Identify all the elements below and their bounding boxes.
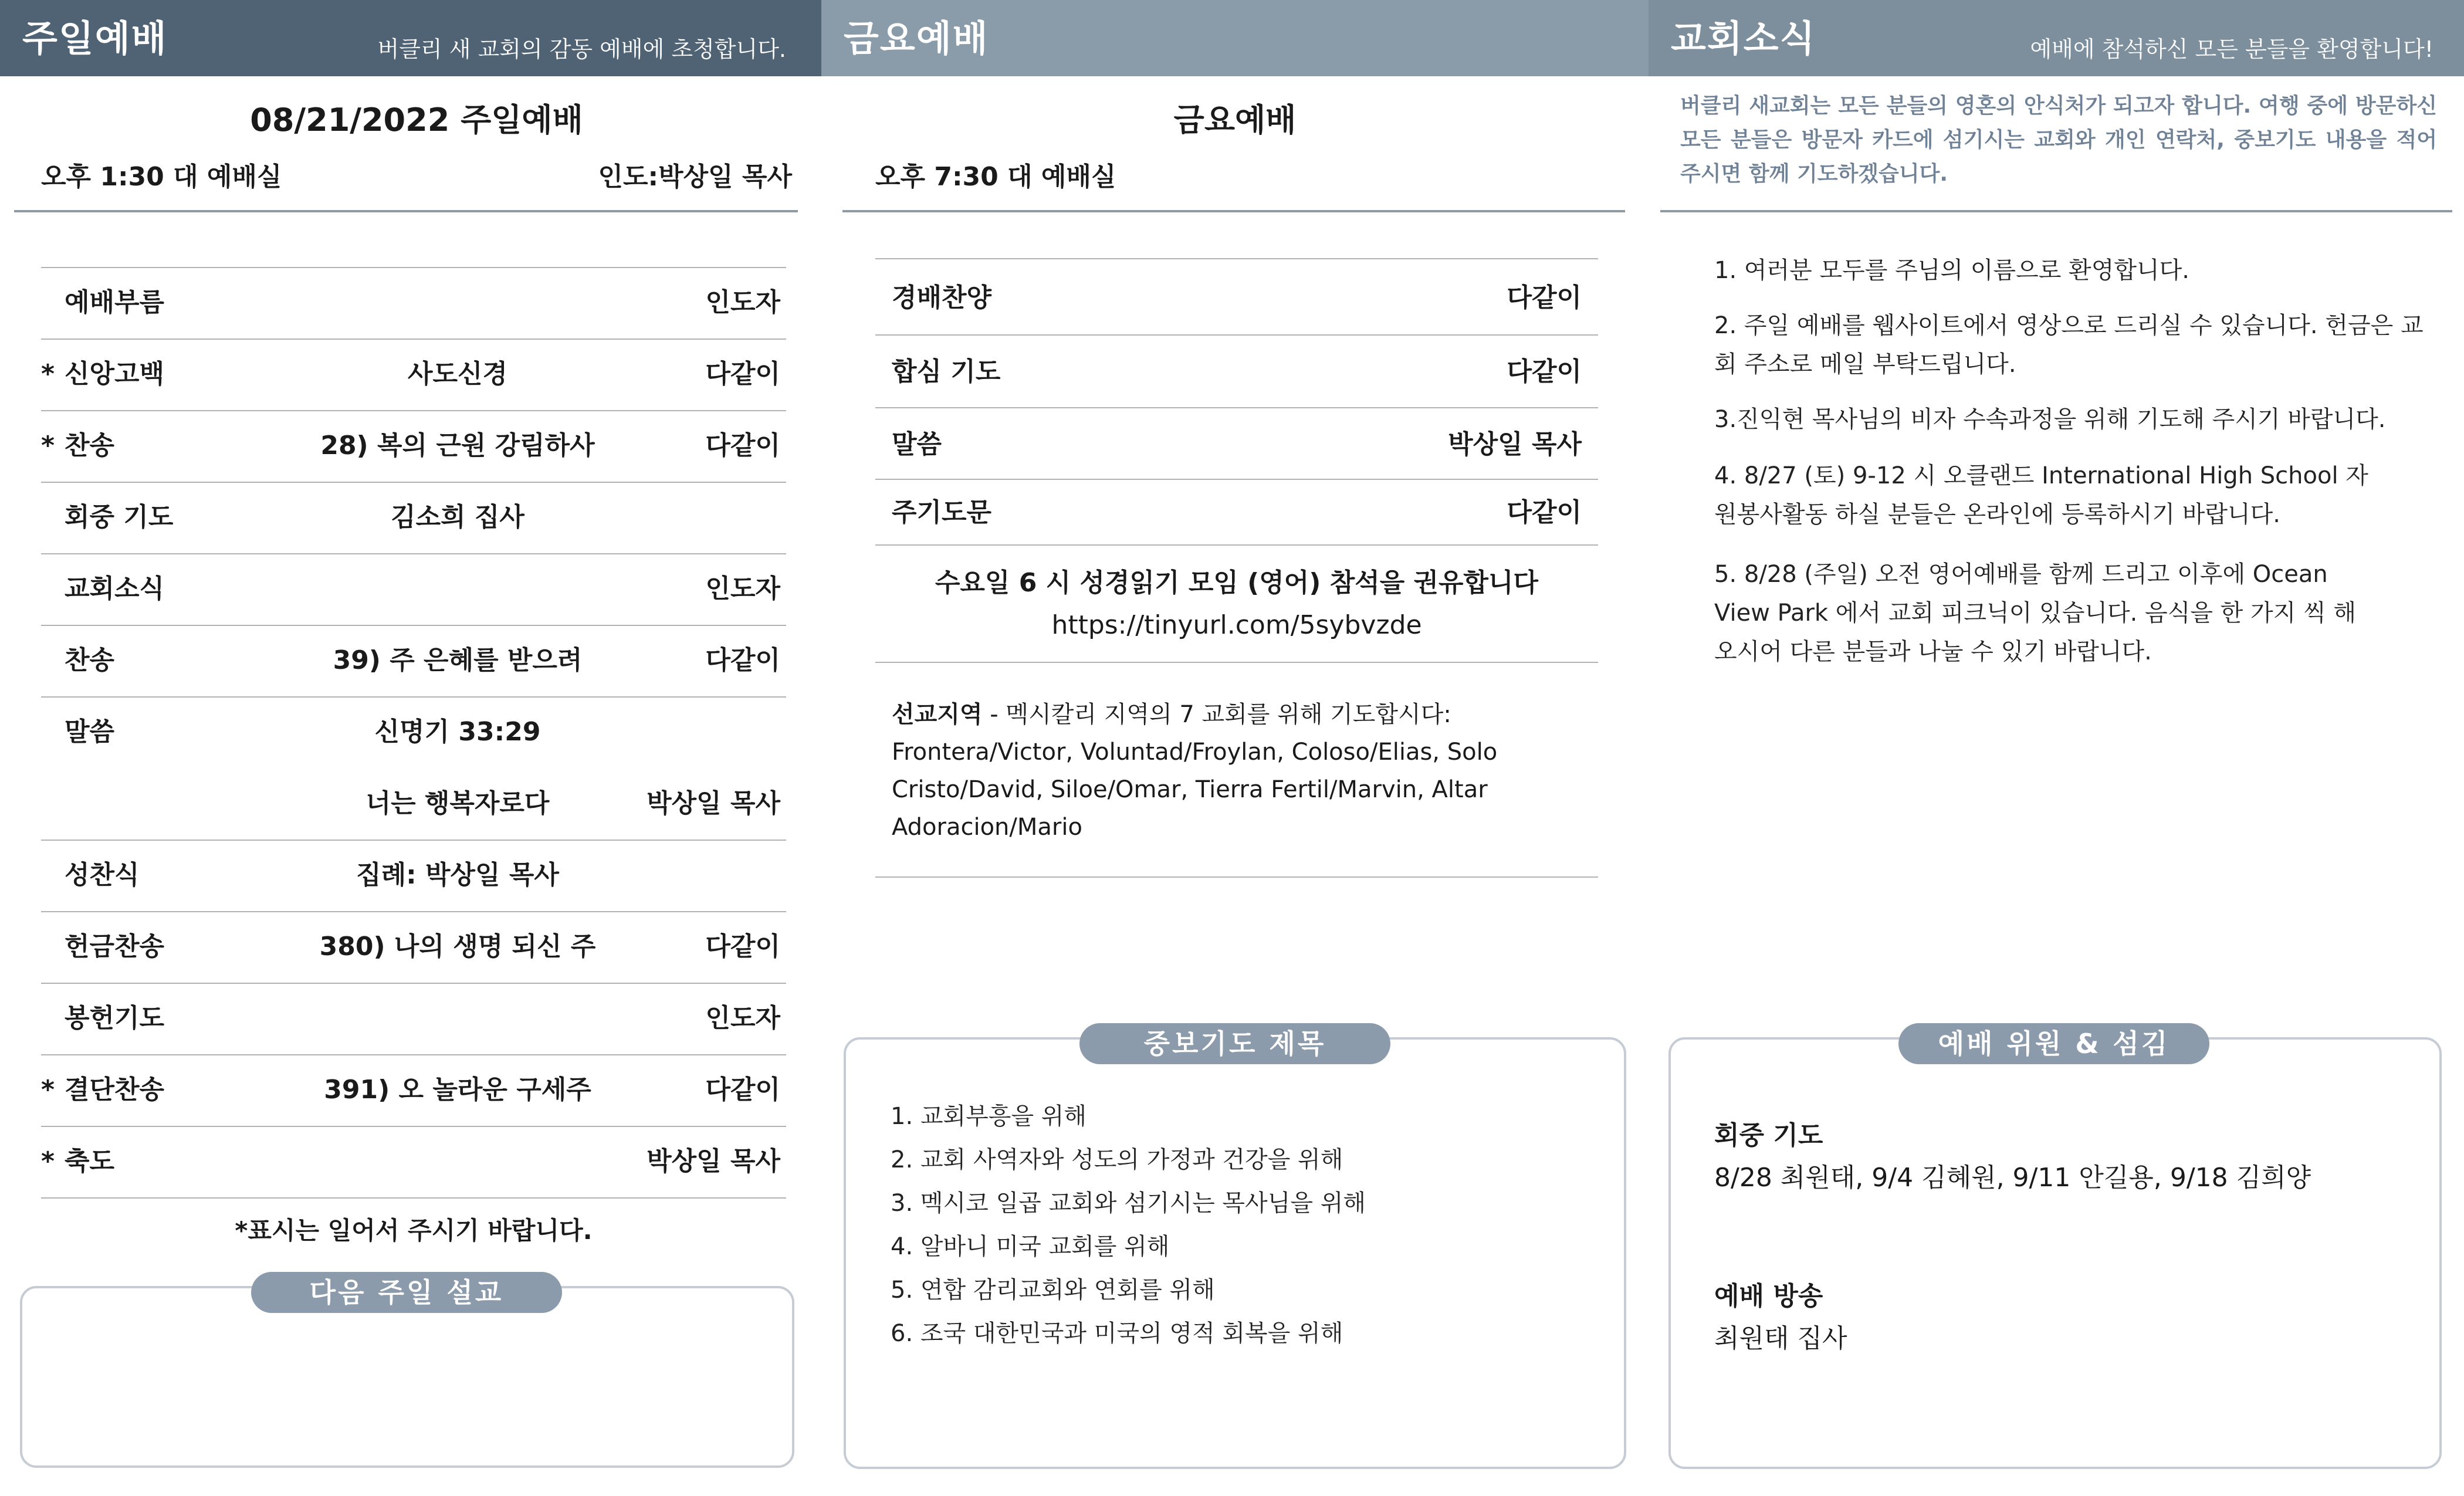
service-members-box bbox=[1668, 1037, 2442, 1469]
friday-service-panel bbox=[821, 0, 1649, 1496]
news-item: 2. 주일 예배를 웹사이트에서 영상으로 드리실 수 있습니다. 헌금은 교회 주소로 메일 부탁드립니다. bbox=[1714, 312, 2424, 378]
order-leader: 다같이 bbox=[705, 1075, 780, 1105]
mission-line: - 멕시칼리 지역의 7 교회를 위해 기도합시다: bbox=[982, 701, 1451, 728]
order-leader: 다같이 bbox=[705, 645, 780, 675]
order-leader: 다같이 bbox=[1507, 283, 1582, 313]
order-leader: 박상일 목사 bbox=[1448, 429, 1582, 459]
section-divider bbox=[875, 662, 1598, 663]
order-row bbox=[41, 422, 786, 469]
order-detail: 380) 나의 생명 되신 주 bbox=[319, 932, 596, 962]
order-row bbox=[41, 709, 786, 756]
order-divider bbox=[41, 696, 786, 698]
order-row bbox=[41, 566, 786, 612]
order-divider bbox=[41, 983, 786, 984]
order-label: 말씀 bbox=[65, 717, 115, 747]
standing-footnote: *표시는 일어서 주시기 바랍니다. bbox=[235, 1216, 593, 1245]
news-item: 4. 8/27 (토) 9-12 시 오클랜드 International High School 자원봉사활동 하실 분들은 온라인에 등록하시기 바랍니다. bbox=[1714, 462, 2368, 528]
welcome-note: 버클리 새교회는 모든 분들의 영혼의 안식처가 되고자 합니다. 여행 중에 방문하신 모든 분들은 방문자 카드에 섬기시는 교회와 개인 연락처, 중보기도 내용을 적어 주시면 함께 기도하겠습니다. bbox=[1680, 94, 2437, 186]
mission-line: Cristo/David, Siloe/Omar, Tierra Fertil/Marvin, Altar bbox=[892, 776, 1488, 803]
congregation-prayer-schedule: 8/28 최원태, 9/4 김혜원, 9/11 안길용, 9/18 김희양 bbox=[1714, 1163, 2311, 1193]
order-label: 찬송 bbox=[65, 645, 115, 675]
order-divider bbox=[41, 911, 786, 912]
mission-region bbox=[892, 696, 1451, 733]
order-divider bbox=[875, 258, 1598, 259]
news-item: 1. 여러분 모두를 주님의 이름으로 환영합니다. bbox=[1714, 257, 2189, 284]
order-row bbox=[875, 348, 1598, 395]
sunday-header-subtitle: 버클리 새 교회의 감동 예배에 초청합니다. bbox=[377, 36, 786, 62]
order-row bbox=[41, 995, 786, 1042]
order-detail: 391) 오 놀라운 구세주 bbox=[324, 1075, 591, 1105]
prayer-topic-item: 4. 알바니 미국 교회를 위해 bbox=[891, 1233, 1170, 1260]
bible-study-notice: 수요일 6 시 성경읽기 모임 (영어) 참석을 권유합니다 bbox=[935, 568, 1539, 598]
news-header-subtitle: 예배에 참석하신 모든 분들을 환영합니다! bbox=[2030, 36, 2433, 62]
news-header bbox=[1649, 0, 2464, 76]
order-detail: 39) 주 은혜를 받으려 bbox=[333, 645, 583, 675]
order-divider bbox=[41, 1197, 786, 1199]
order-detail: 신명기 33:29 bbox=[374, 717, 541, 747]
order-divider bbox=[41, 410, 786, 411]
order-divider bbox=[41, 482, 786, 483]
order-row bbox=[875, 275, 1598, 321]
standing-mark: * bbox=[41, 1146, 55, 1176]
order-label: 봉헌기도 bbox=[65, 1003, 165, 1033]
order-detail: 김소희 집사 bbox=[391, 502, 524, 532]
prayer-topic-item: 2. 교회 사역자와 성도의 가정과 건강을 위해 bbox=[891, 1146, 1343, 1173]
order-divider bbox=[875, 407, 1598, 408]
friday-header-rule bbox=[842, 210, 1625, 212]
news-item: 5. 8/28 (주일) 오전 영어예배를 함께 드리고 이후에 Ocean View Park 에서 교회 피크닉이 있습니다. 음식을 한 가지 씩 해 오시어 다른 분들과 나눌 수 있기 바랍니다. bbox=[1714, 561, 2357, 665]
order-detail: 집례: 박상일 목사 bbox=[356, 860, 559, 890]
prayer-topic-item: 3. 멕시코 일곱 교회와 섬기시는 목사님을 위해 bbox=[891, 1190, 1366, 1217]
prayer-topic-item: 1. 교회부흥을 위해 bbox=[891, 1103, 1087, 1130]
order-divider bbox=[41, 625, 786, 626]
friday-time-room: 오후 7:30 대 예배실 bbox=[875, 162, 1116, 192]
mission-line: Adoracion/Mario bbox=[892, 814, 1082, 841]
broadcast-label: 예배 방송 bbox=[1714, 1281, 1823, 1311]
prayer-topic-item: 5. 연합 감리교회와 연회를 위해 bbox=[891, 1277, 1215, 1304]
news-item: 3.진익현 목사님의 비자 수속과정을 위해 기도해 주시기 바랍니다. bbox=[1714, 406, 2386, 433]
sunday-leader: 인도:박상일 목사 bbox=[598, 162, 792, 192]
order-label: 교회소식 bbox=[65, 574, 165, 604]
order-divider bbox=[41, 840, 786, 841]
order-label: 예배부름 bbox=[65, 287, 165, 317]
order-label: 경배찬양 bbox=[892, 283, 992, 313]
order-label: 합심 기도 bbox=[892, 357, 1001, 387]
order-label: 회중 기도 bbox=[65, 502, 174, 532]
order-leader: 다같이 bbox=[1507, 497, 1582, 527]
standing-mark: * bbox=[41, 431, 55, 461]
order-leader: 박상일 목사 bbox=[647, 1146, 780, 1176]
order-leader: 다같이 bbox=[705, 359, 780, 389]
order-label: 축도 bbox=[65, 1146, 115, 1176]
next-week-sermon-title: 다음 주일 설교 bbox=[251, 1272, 562, 1313]
order-leader: 박상일 목사 bbox=[647, 788, 780, 818]
order-row bbox=[41, 923, 786, 970]
order-row bbox=[41, 852, 786, 899]
section-divider bbox=[875, 876, 1598, 878]
news-header-title: 교회소식 bbox=[1671, 17, 1816, 60]
friday-header-title: 금요예배 bbox=[844, 17, 989, 60]
order-leader: 다같이 bbox=[705, 932, 780, 962]
order-row bbox=[875, 421, 1598, 468]
order-detail: 사도신경 bbox=[407, 359, 507, 389]
friday-header bbox=[821, 0, 1649, 76]
order-leader: 인도자 bbox=[705, 1003, 780, 1033]
order-divider bbox=[875, 544, 1598, 546]
order-leader: 다같이 bbox=[1507, 357, 1582, 387]
order-divider bbox=[41, 267, 786, 268]
order-row bbox=[41, 1067, 786, 1113]
order-leader: 인도자 bbox=[705, 287, 780, 317]
next-week-sermon-box bbox=[20, 1286, 794, 1468]
standing-mark: * bbox=[41, 1075, 55, 1105]
prayer-topics-title: 중보기도 제목 bbox=[1079, 1023, 1390, 1064]
prayer-topic-item: 6. 조국 대한민국과 미국의 영적 회복을 위해 bbox=[891, 1320, 1343, 1347]
news-header-rule bbox=[1660, 210, 2452, 212]
bible-study-link[interactable]: https://tinyurl.com/5sybvzde bbox=[1051, 610, 1422, 640]
order-leader: 인도자 bbox=[705, 574, 780, 604]
order-row bbox=[41, 351, 786, 398]
order-row bbox=[41, 780, 786, 827]
order-label: 성찬식 bbox=[65, 860, 140, 890]
mission-label: 선교지역 bbox=[892, 701, 983, 728]
order-divider bbox=[41, 1054, 786, 1055]
standing-mark: * bbox=[41, 359, 55, 389]
sunday-header-rule bbox=[14, 210, 798, 212]
order-row bbox=[41, 637, 786, 684]
order-divider bbox=[41, 1126, 786, 1127]
order-label: 주기도문 bbox=[892, 497, 992, 527]
order-label: 찬송 bbox=[65, 431, 115, 461]
service-members-title: 예배 위원 & 섬김 bbox=[1898, 1023, 2209, 1064]
order-row bbox=[41, 279, 786, 326]
sunday-header-title: 주일예배 bbox=[22, 17, 168, 60]
order-label: 말씀 bbox=[892, 429, 942, 459]
order-divider bbox=[875, 479, 1598, 480]
sunday-header bbox=[0, 0, 821, 76]
sunday-service-panel bbox=[0, 0, 821, 1496]
broadcast-member: 최원태 집사 bbox=[1714, 1324, 1847, 1353]
order-label: 헌금찬송 bbox=[65, 932, 165, 962]
order-row bbox=[875, 489, 1598, 536]
friday-title: 금요예배 bbox=[1173, 101, 1297, 138]
order-detail: 28) 복의 근원 강림하사 bbox=[320, 431, 595, 461]
mission-line: Frontera/Victor, Voluntad/Froylan, Coloso/Elias, Solo bbox=[892, 739, 1498, 766]
order-divider bbox=[41, 339, 786, 340]
sunday-time-room: 오후 1:30 대 예배실 bbox=[41, 162, 282, 192]
sunday-date-title: 08/21/2022 주일예배 bbox=[250, 101, 583, 138]
order-label: 신앙고백 bbox=[65, 359, 165, 389]
order-label: 결단찬송 bbox=[65, 1075, 165, 1105]
order-detail: 너는 행복자로다 bbox=[365, 788, 550, 818]
church-news-panel bbox=[1649, 0, 2464, 1496]
order-row bbox=[41, 494, 786, 541]
order-divider bbox=[875, 334, 1598, 336]
congregation-prayer-label: 회중 기도 bbox=[1714, 1121, 1823, 1150]
order-leader: 다같이 bbox=[705, 431, 780, 461]
order-divider bbox=[41, 553, 786, 554]
order-row bbox=[41, 1138, 786, 1185]
